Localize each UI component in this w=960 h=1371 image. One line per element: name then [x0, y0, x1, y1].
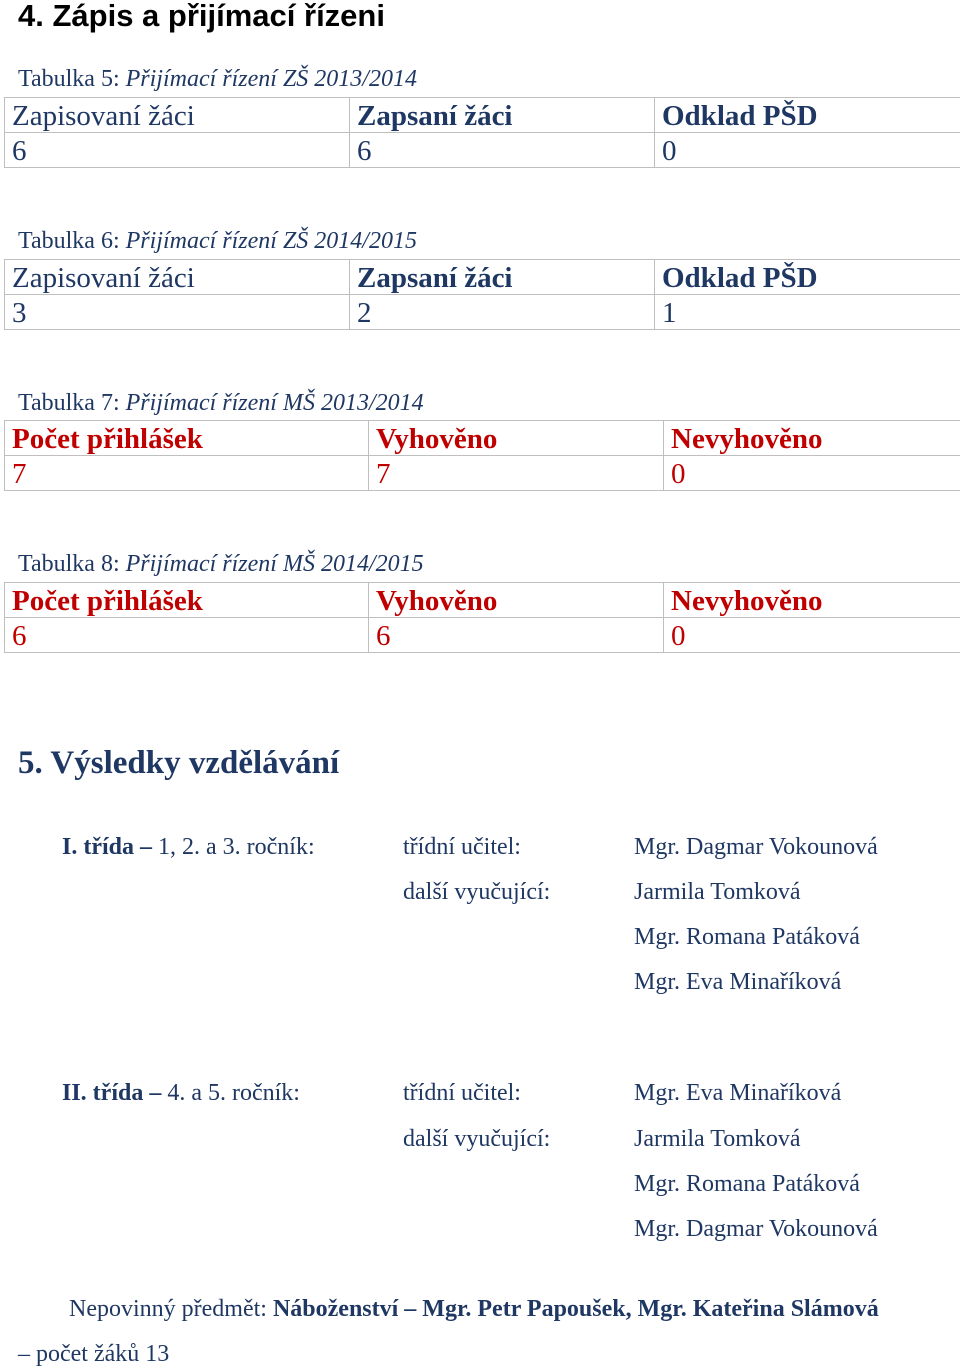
table-row	[5, 618, 960, 653]
table-row	[5, 456, 960, 491]
header-cell: Zapisovaní žáci	[5, 98, 350, 133]
class-teacher-label: třídní učitel:	[403, 1080, 521, 1106]
optional-label: Nepovinný předmět:	[69, 1296, 273, 1322]
header-cell: Vyhověno	[369, 421, 664, 456]
table-header-row	[5, 260, 960, 295]
value-cell: 0	[664, 618, 960, 653]
caption-label: Tabulka 6:	[18, 228, 120, 254]
other-teachers-label: další vyučující:	[403, 879, 551, 905]
value-cell: 7	[369, 456, 664, 491]
other-teacher: Jarmila Tomková	[634, 879, 801, 905]
table-6	[4, 259, 960, 330]
class-1-title	[62, 834, 315, 861]
table-header-row	[5, 583, 960, 618]
caption-title: Přijímací řízení ZŠ 2014/2015	[125, 228, 417, 254]
class-grades: 4. a 5. ročník:	[167, 1080, 300, 1106]
header-cell: Odklad PŠD	[655, 260, 960, 295]
caption-label: Tabulka 8:	[18, 551, 120, 577]
table-8-caption	[18, 551, 424, 578]
value-cell: 0	[664, 456, 960, 491]
optional-student-count: – počet žáků 13	[18, 1341, 170, 1367]
other-teacher: Mgr. Eva Minaříková	[634, 969, 842, 995]
value-cell: 2	[350, 295, 655, 330]
caption-title: Přijímací řízení MŠ 2013/2014	[125, 390, 424, 416]
class-dash: –	[149, 1080, 162, 1106]
caption-title: Přijímací řízení ZŠ 2013/2014	[125, 66, 417, 92]
table-header-row	[5, 421, 960, 456]
value-cell: 0	[655, 133, 960, 168]
header-cell: Nevyhověno	[664, 421, 960, 456]
class-grades: 1, 2. a 3. ročník:	[158, 834, 315, 860]
table-header-row	[5, 98, 960, 133]
table-8	[4, 582, 960, 653]
other-teachers-label: další vyučující:	[403, 1126, 551, 1152]
value-cell: 1	[655, 295, 960, 330]
class-name: II. třída	[62, 1080, 144, 1106]
other-teacher: Mgr. Dagmar Vokounová	[634, 1216, 878, 1242]
header-cell: Vyhověno	[369, 583, 664, 618]
class-teacher-label: třídní učitel:	[403, 834, 521, 860]
class-name: I. třída	[62, 834, 134, 860]
other-teacher: Mgr. Romana Patáková	[634, 1171, 860, 1197]
table-7-caption	[18, 390, 424, 417]
table-5-caption	[18, 66, 417, 93]
class-teacher: Mgr. Dagmar Vokounová	[634, 834, 878, 860]
header-cell: Počet přihlášek	[5, 421, 369, 456]
table-row	[5, 133, 960, 168]
caption-label: Tabulka 5:	[18, 66, 120, 92]
header-cell: Zapisovaní žáci	[5, 260, 350, 295]
header-cell: Zapsaní žáci	[350, 260, 655, 295]
caption-title: Přijímací řízení MŠ 2014/2015	[125, 551, 424, 577]
section-heading-5: 5. Výsledky vzdělávání	[18, 745, 340, 781]
value-cell: 7	[5, 456, 369, 491]
value-cell: 6	[5, 133, 350, 168]
header-cell: Počet přihlášek	[5, 583, 369, 618]
table-6-caption	[18, 228, 417, 255]
value-cell: 6	[350, 133, 655, 168]
header-cell: Odklad PŠD	[655, 98, 960, 133]
value-cell: 6	[5, 618, 369, 653]
header-cell: Zapsaní žáci	[350, 98, 655, 133]
optional-subject-line	[69, 1296, 879, 1323]
caption-label: Tabulka 7:	[18, 390, 120, 416]
section-heading-4: 4. Zápis a přijímací řízeni	[18, 0, 385, 33]
other-teacher: Jarmila Tomková	[634, 1126, 801, 1152]
class-dash: –	[140, 834, 152, 860]
header-cell: Nevyhověno	[664, 583, 960, 618]
table-7	[4, 420, 960, 491]
optional-subject: Náboženství – Mgr. Petr Papoušek, Mgr. Kateřina Slámová	[272, 1296, 879, 1322]
class-2-title	[62, 1080, 300, 1107]
value-cell: 3	[5, 295, 350, 330]
table-5	[4, 97, 960, 168]
table-row	[5, 295, 960, 330]
value-cell: 6	[369, 618, 664, 653]
other-teacher: Mgr. Romana Patáková	[634, 924, 860, 950]
class-teacher: Mgr. Eva Minaříková	[634, 1080, 842, 1106]
